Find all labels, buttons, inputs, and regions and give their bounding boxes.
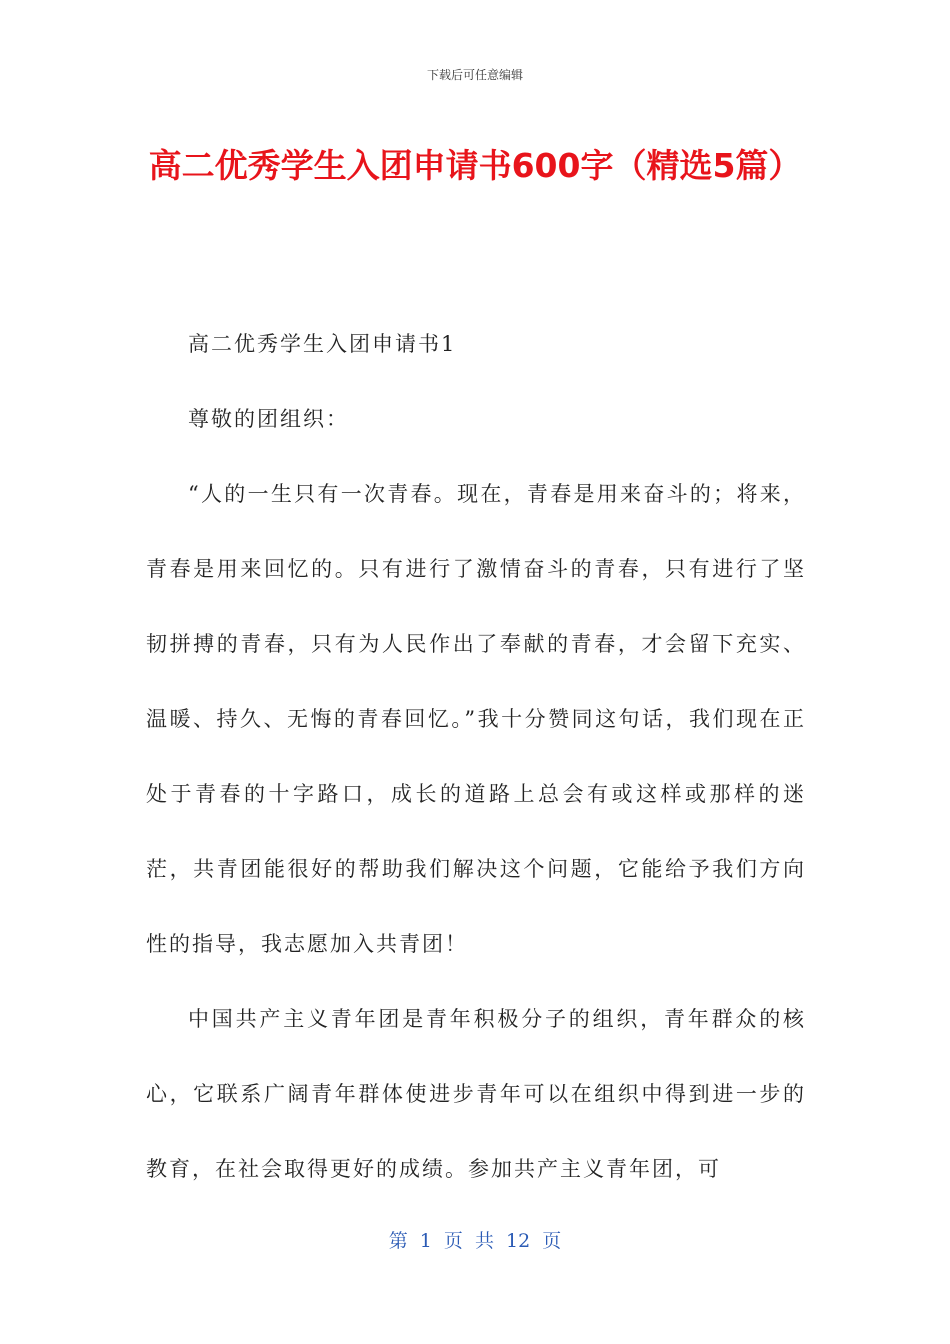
salutation: 尊敬的团组织：: [188, 407, 349, 431]
document-title: 高二优秀学生入团申请书600字（精选5篇）: [148, 146, 802, 185]
header-note: 下载后可任意编辑: [426, 68, 523, 82]
body-paragraph: 中国共产主义青年团是青年积极分子的组织，青年群众的核心，它联系广阔青年群体使进步青年可以在组织中得到进一步的教育，在社会取得更好的成绩。参加共产主义青年团，可: [146, 1007, 806, 1181]
document-body: [146, 307, 806, 1207]
page-indicator: 第 1 页 共 12 页: [388, 1230, 562, 1252]
section-heading: 高二优秀学生入团申请书1: [188, 332, 457, 356]
body-paragraph: “人的一生只有一次青春。现在，青春是用来奋斗的；将来，青春是用来回忆的。只有进行了激情奋斗的青春，只有进行了坚韧拼搏的青春，只有为人民作出了奉献的青春，才会留下充实、温暖、持久、无悔的青春回忆。”我十分赞同这句话，我们现在正处于青春的十字路口，成长的道路上总会有或这样或那样的迷茫，共青团能很好的帮助我们解决这个问题，它能给予我们方向性的指导，我志愿加入共青团！: [146, 482, 806, 956]
